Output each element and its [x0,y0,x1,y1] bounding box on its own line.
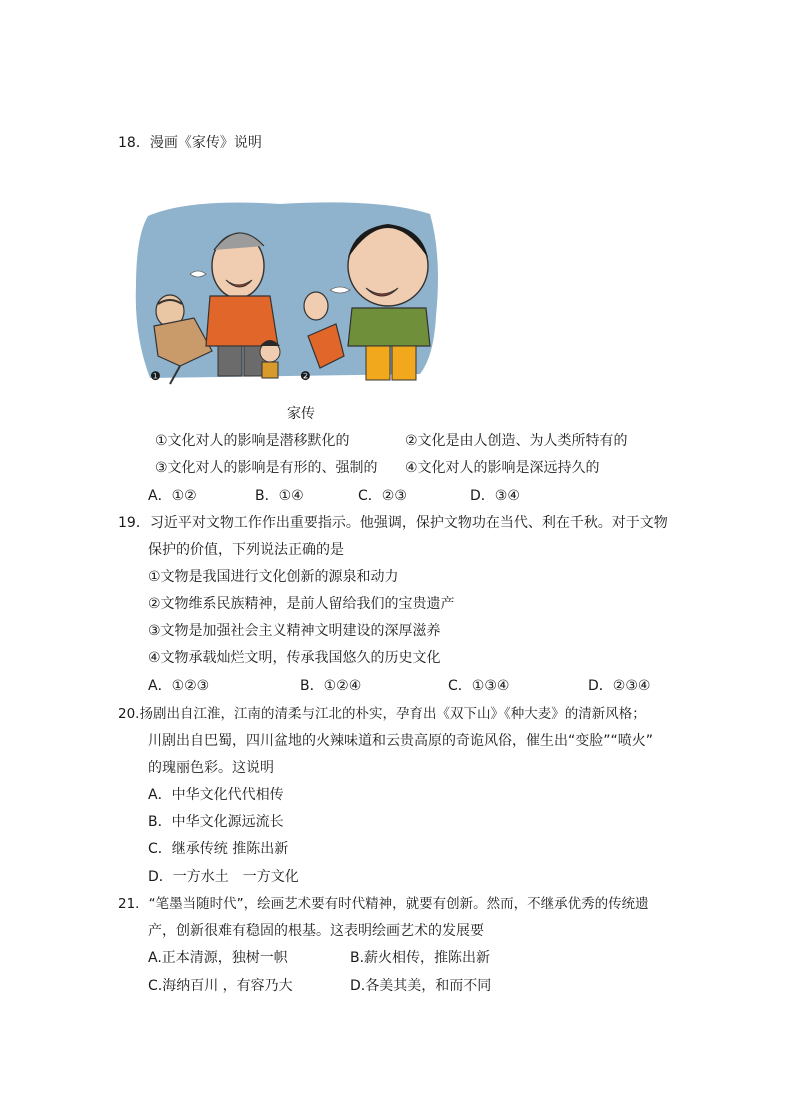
q19-stem-line1: 19．习近平对文物工作作出重要指示。他强调，保护文物功在当代、利在千秋。对于文物 [118,515,668,531]
q19-option-c[interactable]: C．①③④ [448,678,510,694]
q19-option-b[interactable]: B．①②④ [300,678,362,694]
q20-option-d[interactable]: D．一方水土 一方文化 [148,869,299,885]
q19-option-d[interactable]: D．②③④ [588,678,651,694]
q18-statement-3: ③文化对人的影响是有形的、强制的 [155,460,378,476]
comic-image-family-heritage [130,196,445,388]
comic-panel1-label: ❶ [150,369,161,383]
q21-stem-line2: 产，创新很难有稳固的根基。这表明绘画艺术的发展要 [148,923,484,939]
q20-stem-line2: 川剧出自巴蜀，四川盆地的火辣味道和云贵高原的奇诡风俗，催生出“变脸”“喷火” [148,733,654,749]
q20-stem-line1: 20.扬剧出自江淮，江南的清柔与江北的朴实，孕育出《双下山》《种大麦》的清新风格； [118,706,646,722]
q21-option-a[interactable]: A.正本清源，独树一帜 [148,950,288,966]
q19-stem-line2: 保护的价值，下列说法正确的是 [148,542,344,558]
q21-stem-line1: 21．“笔墨当随时代”，绘画艺术要有时代精神，就要有创新。然而，不继承优秀的传统遗 [118,896,649,912]
q20-option-a[interactable]: A．中华文化代代相传 [148,787,284,803]
q21-option-d[interactable]: D.各美其美，和而不同 [350,978,492,994]
q18-statement-4: ④文化对人的影响是深远持久的 [405,460,600,476]
q19-statement-3: ③文物是加强社会主义精神文明建设的深厚滋养 [148,623,441,639]
q18-statement-1: ①文化对人的影响是潜移默化的 [155,433,350,449]
q18-option-d[interactable]: D．③④ [470,488,520,504]
q18-option-c[interactable]: C．②③ [358,488,407,504]
q20-stem-line3: 的瑰丽色彩。这说明 [148,760,274,776]
q19-statement-4: ④文物承载灿烂文明，传承我国悠久的历史文化 [148,650,441,666]
q19-statement-2: ②文物维系民族精神，是前人留给我们的宝贵遗产 [148,596,455,612]
q19-option-a[interactable]: A．①②③ [148,678,210,694]
q18-option-b[interactable]: B．①④ [255,488,304,504]
q21-option-c[interactable]: C.海纳百川 ，有容乃大 [148,978,293,994]
q18-statement-2: ②文化是由人创造、为人类所特有的 [405,433,628,449]
q20-option-c[interactable]: C．继承传统 推陈出新 [148,841,289,857]
comic-caption: 家传 [287,406,315,422]
q18-option-a[interactable]: A．①② [148,488,197,504]
q18-stem: 18．漫画《家传》说明 [118,135,262,151]
comic-panel2-label: ❷ [300,369,311,383]
q20-option-b[interactable]: B．中华文化源远流长 [148,814,284,830]
q21-option-b[interactable]: B.薪火相传，推陈出新 [350,950,491,966]
q19-statement-1: ①文物是我国进行文化创新的源泉和动力 [148,569,399,585]
